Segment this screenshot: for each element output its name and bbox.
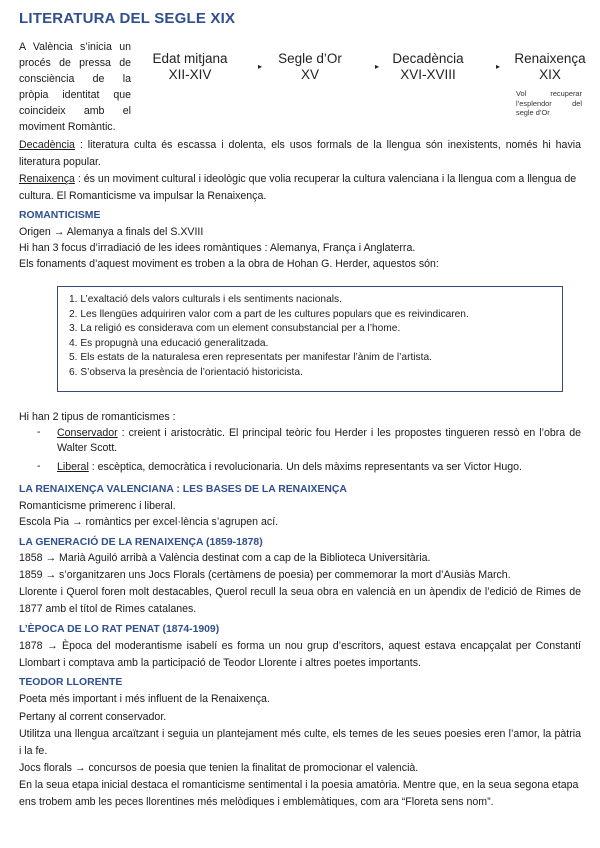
intro-paragraph: A València s’inicia un procés de pressa de consciència de la pròpia identitat que coincideix amb el moviment Romàntic. [19, 41, 131, 133]
fonaments-line: Els fonaments d’aquest moviment es troben a la obra de Hohan G. Herder, aquestos són: [19, 258, 439, 270]
timeline-period: XIX [539, 67, 561, 82]
timeline-label: Segle d’Or [278, 51, 342, 66]
renaixenca-line-2: Escola Pia → romàntics per excel·lència s’agrupen ací. [19, 516, 279, 528]
llorente-line-1: Poeta més important i més influent de la Renaixença. [19, 693, 270, 705]
principles-box [57, 286, 563, 392]
principle-item: 5. Els estats de la naturalesa eren representats per manifestar l’ànim de l’artista. [69, 352, 432, 364]
section-heading-romanticisme: ROMANTICISME [19, 210, 101, 221]
timeline-item-edat-mitjana [146, 51, 234, 83]
definition-text: : és un moviment cultural i ideològic que volia recuperar la cultura valenciana i la llengua com a llengua de cultura. El Romanticisme va impulsar la Renaixença. [19, 173, 577, 202]
arrow-right-icon: ▸ [496, 62, 501, 71]
rat-penat-text: 1878 → Època del moderantisme isabelí es forma un nou grup d’escritors, aquest estava encapçalat per Constantí Llombart i comptava amb la participació de Teodor Llorente i altres poetes importants. [19, 640, 581, 669]
list-item-liberal [57, 460, 581, 475]
generacio-line-3: Llorente i Querol foren molt destacables, Querol recull la seua obra en valencià en un àpendix de l’edició de Rimes de 1877 amb el títol de Rimes catalanes. [19, 586, 581, 615]
term-renaixenca: Renaixença [19, 173, 75, 185]
timeline-label: Edat mitjana [152, 51, 228, 66]
term-conservador: Conservador [57, 427, 118, 439]
term-decadencia: Decadència [19, 139, 75, 151]
llorente-line-5: En la seua etapa inicial destaca el romanticisme sentimental i la poesia amatòria. Mentre que, en la seua segona etapa ens trobem amb les peces llorentines més melòdiques i emblemàtiques, com ara “Floreta sens nom”. [19, 779, 579, 808]
timeline-period: XII-XIV [168, 67, 212, 82]
item-text: : escèptica, democràtica i revolucionaria. Un dels màxims representants va ser Victor Hugo. [91, 461, 522, 473]
timeline-note: Vol recuperar l’esplendor del segle d’Or [516, 89, 582, 117]
principle-item: 1. L’exaltació dels valors culturals i els sentiments nacionals. [69, 294, 342, 305]
definition-renaixenca [19, 171, 581, 204]
llorente-line-4: Jocs florals → concursos de poesia que tenien la finalitat de promocionar el valencià. [19, 762, 419, 774]
principle-item: 3. La religió es considerava com un element consubstancial per a l’home. [69, 323, 401, 335]
principles-list [69, 293, 469, 381]
generacio-line-1: 1858 → Marià Aguiló arribà a València destinat com a cap de la Biblioteca Universitària. [19, 552, 431, 564]
section-heading-rat-penat: L’ÈPOCA DE LO RAT PENAT (1874-1909) [19, 624, 220, 635]
principle-item: 6. S’observa la presència de l’orientació historicista. [69, 366, 303, 378]
bullet-dash: - [37, 426, 41, 438]
item-text: : creient i aristocràtic. El principal teòric fou Herder i les propostes tingueren ressò en l’obra de Walter Scott. [57, 427, 581, 454]
timeline-item-decadencia [384, 51, 472, 83]
bullet-dash: - [37, 460, 41, 472]
renaixenca-line-1: Romanticisme primerenc i liberal. [19, 500, 176, 512]
principle-item: 4. Es propugnà una educació generalitzada. [69, 337, 269, 349]
llorente-line-2: Pertany al corrent conservador. [19, 711, 167, 723]
generacio-line-2: 1859 → s’organitzaren uns Jocs Florals (certàmens de poesia) per commemorar la mort d’Ausiàs March. [19, 569, 511, 581]
principle-item: 2. Les llengües adquiriren valor com a part de les cultures populars que es reivindicaren. [69, 308, 469, 320]
page-title: LITERATURA DEL SEGLE XIX [19, 10, 236, 27]
timeline-item-renaixenca [508, 51, 592, 83]
section-heading-generacio: LA GENERACIÓ DE LA RENAIXENÇA (1859-1878) [19, 537, 263, 548]
section-heading-llorente: TEODOR LLORENTE [19, 677, 123, 688]
timeline-item-segle-dor [270, 51, 350, 83]
timeline-period: XV [300, 67, 319, 82]
term-liberal: Liberal [57, 461, 89, 473]
section-heading-renaixenca-valenciana: LA RENAIXENÇA VALENCIANA : LES BASES DE LA RENAIXENÇA [19, 484, 347, 495]
origen-line: Origen → Alemanya a finals del S.XVIII [19, 226, 204, 238]
arrow-right-icon: ▸ [375, 62, 380, 71]
tipus-intro: Hi han 2 tipus de romanticismes : [19, 411, 176, 423]
arrow-right-icon: ▸ [258, 62, 263, 71]
llorente-line-3: Utilitza una llengua arcaïtzant i seguia un plantejament més culte, els temes de les seues poesies eren l’amor, la pàtria i la fe. [19, 728, 581, 757]
focus-line: Hi han 3 focus d’irradiació de les idees romàntiques : Alemanya, França i Anglaterra. [19, 242, 416, 254]
timeline-label: Renaixença [514, 51, 586, 66]
definition-text: : literatura culta és escassa i dolenta, els usos formals de la llengua són inexistents, només hi havia literatura popular. [19, 139, 581, 168]
timeline-label: Decadència [392, 51, 464, 66]
list-item-conservador [57, 426, 581, 456]
definition-decadencia [19, 137, 581, 170]
timeline-period: XVI-XVIII [400, 67, 456, 82]
